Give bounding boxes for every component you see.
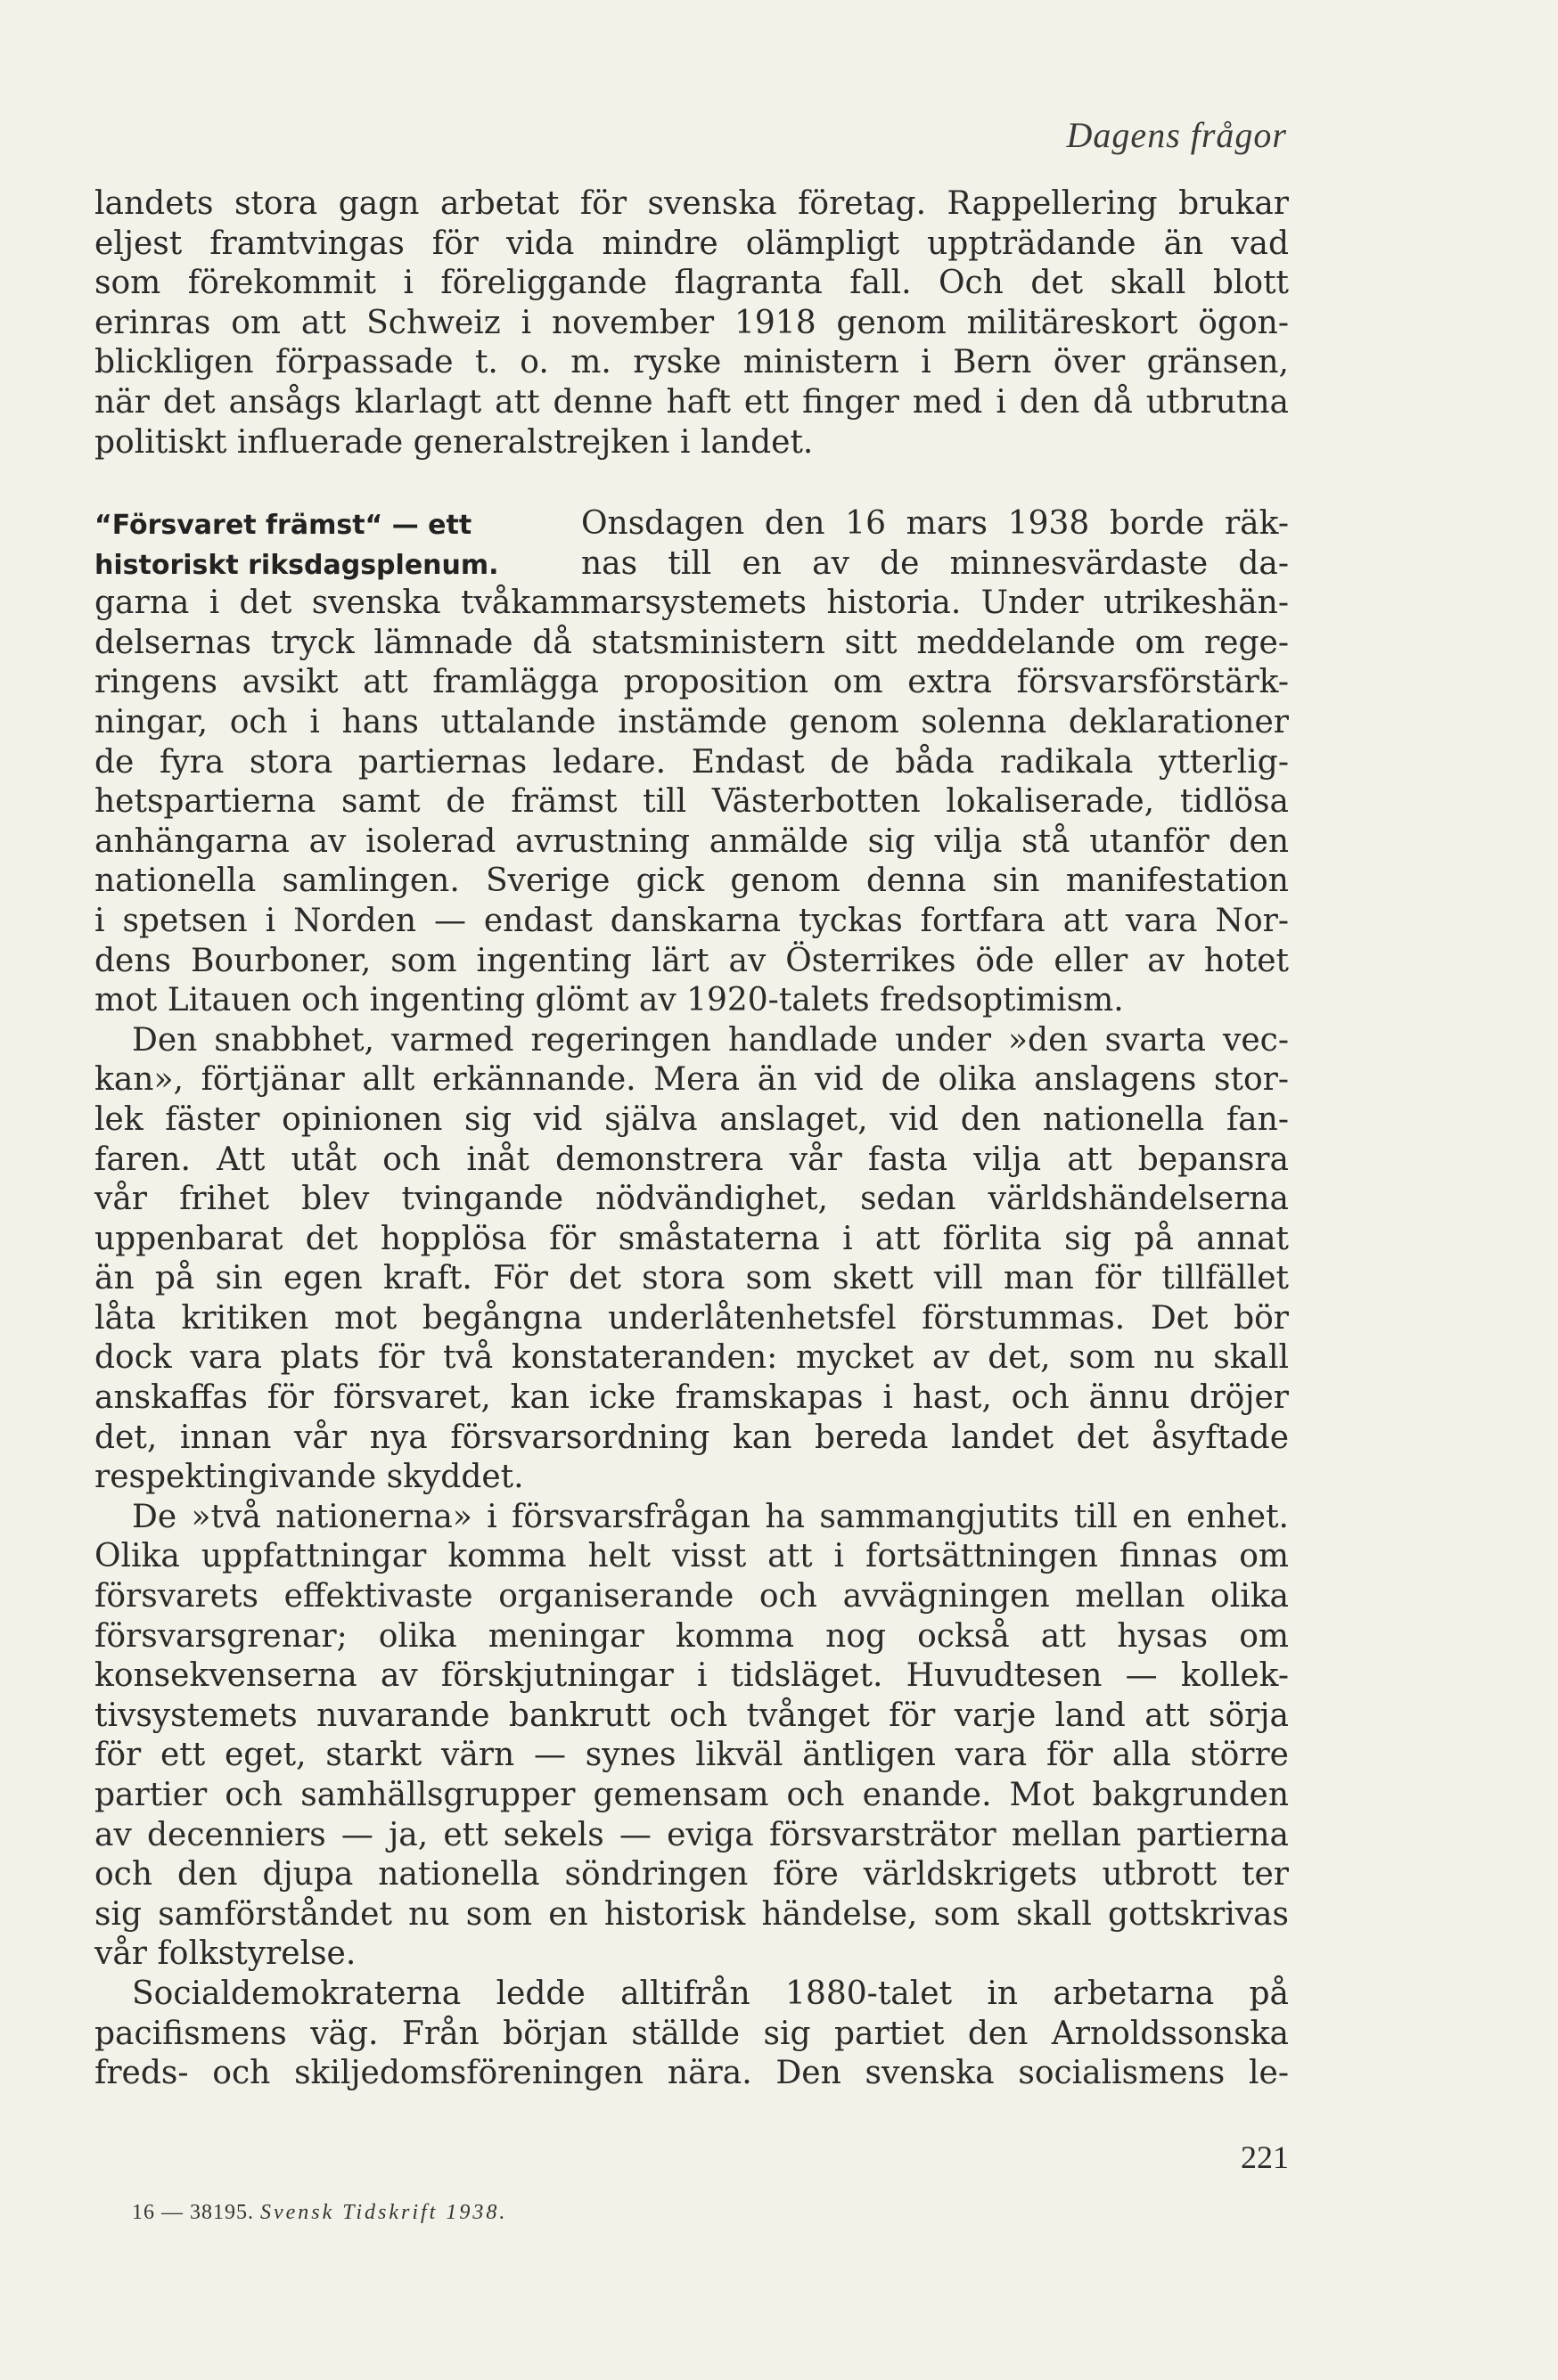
text-line: Onsdagen den 16 mars 1938 borde räk- [581,505,1289,542]
text-line: politiskt influerade generalstrejken i landet. [94,423,814,461]
text-line: garna i det svenska tvåkammarsystemets historia. Under utrikeshän- [94,585,1289,622]
sidehead-line: historiskt riksdagsplenum. [94,549,499,581]
text-line: blickligen förpassade t. o. m. ryske ministern i Bern över gränsen, [94,344,1289,381]
text-line: Den snabbhet, varmed regeringen handlade under »den svarta vec- [132,1021,1289,1059]
text-line: konsekvenserna av förskjutningar i tidsläget. Huvudtesen — kollek- [94,1657,1289,1695]
text-line: de fyra stora partiernas ledare. Endast de båda radikala ytterlig- [94,743,1289,781]
text-line: Socialdemokraterna ledde alltifrån 1880-talet in arbetarna på [132,1975,1289,2012]
page-number: 221 [1241,2139,1289,2175]
text-line: försvarsgrenar; olika meningar komma nog också att hysas om [94,1617,1289,1655]
text-line: lek fäster opinionen sig vid själva anslaget, vid den nationella fan- [94,1100,1289,1138]
text-line: försvarets effektivaste organiserande och avvägningen mellan olika [94,1578,1289,1615]
sidehead-line: “Försvaret främst“ — ett [94,510,472,541]
text-line: kan», förtjänar allt erkännande. Mera än vid de olika anslagens stor- [94,1061,1289,1099]
signature-number: 16 — 38195. [132,2201,254,2224]
text-line: anhängarna av isolerad avrustning anmälde sig vilja stå utanför den [94,822,1289,860]
text-line: respektingivande skyddet. [94,1459,524,1496]
text-line: faren. Att utåt och inåt demonstrera vår fasta vilja att bepansra [94,1141,1289,1178]
text-line: Olika uppfattningar komma helt visst att i fortsättningen finnas om [94,1538,1289,1575]
text-line: som förekommit i föreliggande flagranta fall. Och det skall blott [94,265,1289,302]
text-line: erinras om att Schweiz i november 1918 genom militäreskort ögon- [94,304,1289,341]
text-line: när det ansågs klarlagt att denne haft ett finger med i den då utbrutna [94,383,1289,421]
text-line: ningar, och i hans uttalande instämde genom solenna deklarationer [94,703,1289,740]
text-line: för ett eget, starkt värn — synes likväl äntligen vara för alla större [94,1737,1289,1774]
text-line: landets stora gagn arbetat för svenska företag. Rappellering brukar [94,185,1289,222]
printer-signature [132,2201,507,2225]
text-line: eljest framtvingas för vida mindre olämpligt uppträdande än vad [94,225,1289,262]
section-body [94,504,1289,2094]
text-line: nationella samlingen. Sverige gick genom denna sin manifestation [94,863,1289,900]
text-line: freds- och skiljedomsföreningen nära. Den svenska socialismens le- [94,2055,1289,2092]
paragraph-intro [94,184,1289,462]
text-line: De »två nationerna» i försvarsfrågan ha sammangjutits till en enhet. [132,1498,1289,1535]
text-line: pacifismens väg. Från början ställde sig partiet den Arnoldssonska [94,2015,1289,2052]
text-line: tivsystemets nuvarande bankrutt och tvånget för varje land att sörja [94,1697,1289,1734]
text-line: vår frihet blev tvingande nödvändighet, sedan världshändelserna [94,1181,1289,1218]
signature-journal: Svensk Tidskrift 1938. [260,2201,508,2224]
text-line: uppenbarat det hopplösa för småstaterna i att förlita sig på annat [94,1220,1289,1257]
running-head: Dagens frågor [1066,115,1287,155]
text-line: dock vara plats för två konstateranden: mycket av det, som nu skall [94,1339,1289,1377]
text-line: hetspartierna samt de främst till Västerbotten lokaliserade, tidlösa [94,783,1289,821]
text-line: det, innan vår nya försvarsordning kan bereda landet det åsyftade [94,1419,1289,1456]
text-line: dens Bourboner, som ingenting lärt av Österrikes öde eller av hotet [94,942,1289,979]
text-line: än på sin egen kraft. För det stora som skett vill man för tillfället [94,1260,1289,1297]
text-line: och den djupa nationella söndringen före världskrigets utbrott ter [94,1856,1289,1893]
text-line: partier och samhällsgrupper gemensam och enande. Mot bakgrunden [94,1777,1289,1813]
text-line: mot Litauen och ingenting glömt av 1920-talets fredsoptimism. [94,982,1124,1019]
text-line: av decenniers — ja, ett sekels — eviga försvarsträtor mellan partierna [94,1816,1289,1853]
text-line: anskaffas för försvaret, kan icke framskapas i hast, och ännu dröjer [94,1379,1289,1417]
text-line: nas till en av de minnesvärdaste da- [581,544,1289,582]
text-line: i spetsen i Norden — endast danskarna tyckas fortfara att vara Nor- [94,902,1289,939]
text-line: vår folkstyrelse. [94,1935,357,1973]
text-line: ringens avsikt att framlägga proposition om extra försvarsförstärk- [94,664,1289,701]
text-line: delsernas tryck lämnade då statsministern sitt meddelande om rege- [94,624,1289,661]
text-line: sig samförståndet nu som en historisk händelse, som skall gottskrivas [94,1895,1289,1933]
text-line: låta kritiken mot begångna underlåtenhetsfel förstummas. Det bör [94,1299,1289,1337]
